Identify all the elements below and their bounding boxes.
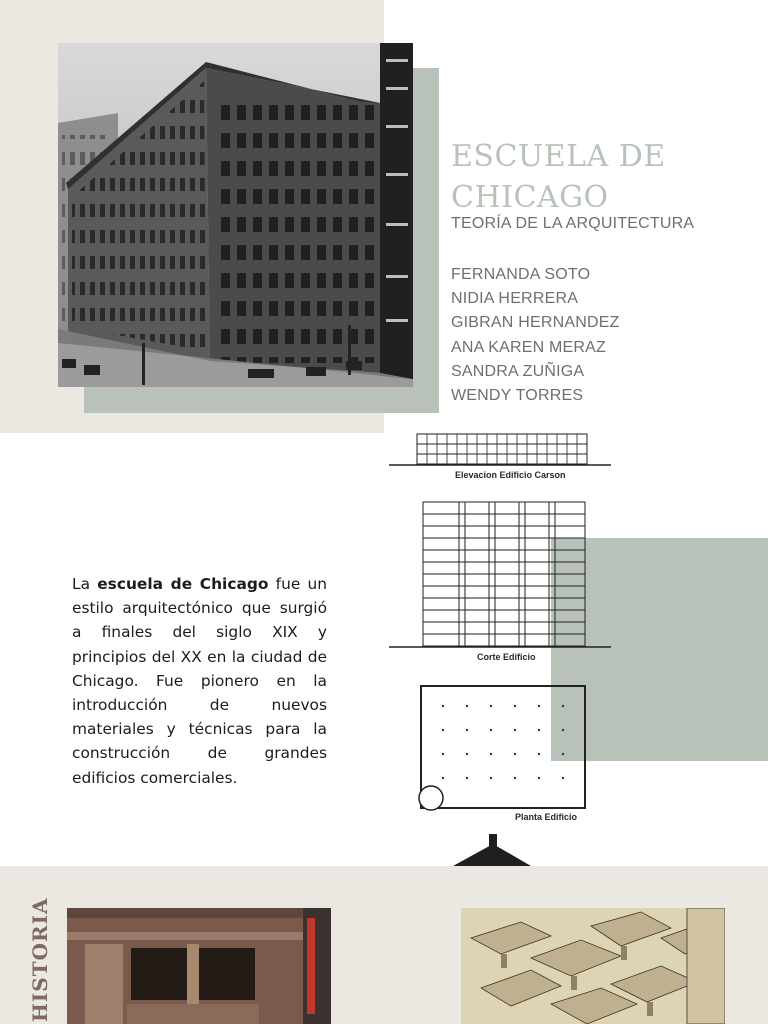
page-title	[451, 136, 666, 218]
title-line-2: CHICAGO	[451, 180, 609, 215]
subtitle: TEORÍA DE LA ARQUITECTURA	[451, 215, 695, 232]
author-name: NIDIA HERRERA	[451, 290, 579, 308]
plan-drawing	[419, 686, 585, 810]
authors-list	[451, 263, 620, 408]
marshall-field-building-photo	[58, 43, 413, 387]
intro-bold-term: escuela de Chicago	[97, 575, 269, 593]
author-name: SANDRA ZUÑIGA	[451, 362, 585, 380]
author-name: GIBRAN HERNANDEZ	[451, 314, 620, 332]
title-line-1: ESCUELA DE	[451, 139, 666, 174]
author-name: ANA KAREN MERAZ	[451, 338, 607, 356]
section-caption: Corte Edificio	[477, 652, 536, 662]
building-top-silhouette	[453, 834, 531, 866]
author-name: FERNANDA SOTO	[451, 266, 591, 283]
intro-lead: La	[72, 575, 98, 593]
architectural-drawings	[389, 430, 621, 866]
section-label-historia: HISTORIA	[28, 897, 52, 1022]
elevation-drawing	[389, 434, 611, 465]
intro-body: fue un estilo arquitectónico que surgió a finales del siglo XIX y principios del XX en la ciudad de Chicago. Fue pionero en la introducción de nuevos materiales y técnicas para la construcción de grandes edificios comerciales.	[72, 575, 328, 787]
intro-paragraph	[72, 572, 327, 790]
section-drawing	[389, 502, 611, 647]
plan-caption: Planta Edificio	[515, 812, 578, 822]
chicago-aerial-illustration	[461, 908, 725, 1024]
elevation-caption: Elevacion Edificio Carson	[455, 470, 566, 480]
author-name: WENDY TORRES	[451, 387, 584, 405]
facade-detail-photo	[67, 908, 331, 1024]
